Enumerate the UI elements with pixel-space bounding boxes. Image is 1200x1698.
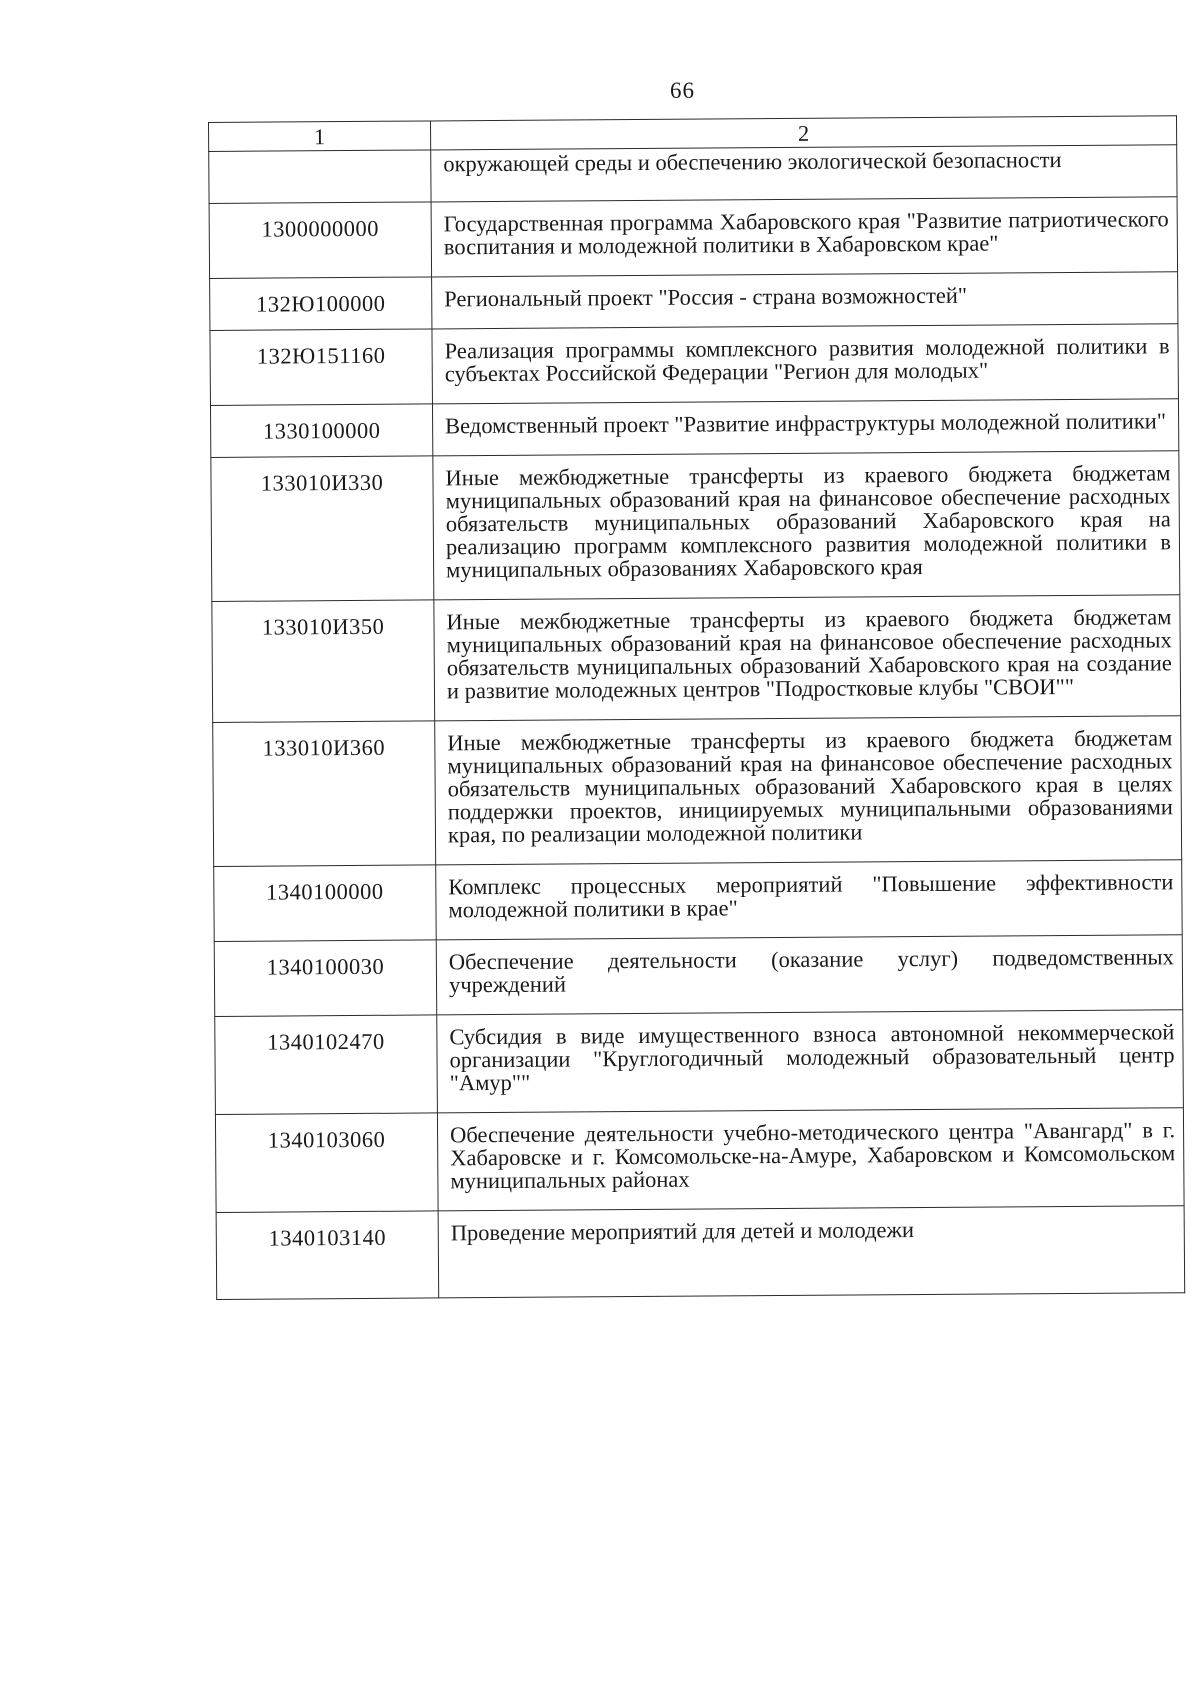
row-code: 133010И350	[212, 600, 435, 723]
row-code: 132Ю100000	[210, 277, 432, 331]
row-description: Проведение мероприятий для детей и молодежи	[438, 1206, 1185, 1298]
page-number: 66	[670, 78, 695, 103]
table-row	[215, 1108, 1184, 1213]
row-code: 1340103060	[215, 1113, 438, 1213]
row-description: Государственная программа Хабаровского края "Развитие патриотического воспитания и молодежной политики в Хабаровском крае"	[431, 197, 1178, 277]
row-code: 1340100030	[214, 940, 437, 1017]
row-description: Иные межбюджетные трансферты из краевого бюджета бюджетам муниципальных образований края на финансовое обеспечение расходных обязательств муниципальных образований Хабаровского края в целях поддержки проектов, инициируемых муниципальными образованиями края, по реализации молодежной политики	[435, 716, 1182, 865]
row-description: Региональный проект "Россия - страна возможностей"	[432, 272, 1178, 329]
row-description: Субсидия в виде имущественного взноса автономной некоммерческой организации "Круглогодичный молодежный образовательный центр "Амур""	[437, 1010, 1184, 1113]
table-row	[213, 716, 1182, 867]
row-description: Иные межбюджетные трансферты из краевого бюджета бюджетам муниципальных образований края на финансовое обеспечение расходных обязательств муниципальных образований Хабаровского края на реализацию программ комплексного развития молодежной политики в муниципальных образованиях Хабаровского края	[433, 451, 1180, 600]
budget-classification-table	[208, 115, 1185, 1300]
row-description: Комплекс процессных мероприятий "Повышение эффективности молодежной политики в крае"	[436, 860, 1183, 940]
row-code: 1330100000	[210, 404, 432, 458]
row-description: окружающей среды и обеспечению экологической безопасности	[431, 145, 1177, 202]
row-code: 133010И360	[213, 721, 436, 867]
table-row	[210, 399, 1178, 458]
row-code: 1300000000	[209, 202, 432, 279]
table-row	[210, 272, 1178, 331]
row-description: Ведомственный проект "Развитие инфраструктуры молодежной политики"	[432, 399, 1178, 456]
table-row	[215, 1010, 1184, 1115]
row-code: 1340103140	[216, 1211, 439, 1300]
table-row	[214, 935, 1183, 1017]
table-row	[216, 1206, 1185, 1300]
column-header-2: 2	[430, 116, 1176, 150]
table-row	[210, 324, 1179, 406]
table-row	[212, 595, 1181, 723]
row-code: 1340100000	[214, 865, 437, 942]
row-description: Иные межбюджетные трансферты из краевого бюджета бюджетам муниципальных образований края на финансовое обеспечение расходных обязательств муниципальных образований Хабаровского края на создание и развитие молодежных центров "Подростковые клубы "СВОИ""	[434, 595, 1181, 721]
row-description: Обеспечение деятельности учебно-методического центра "Авангард" в г. Хабаровске и г. Комсомольске-на-Амуре, Хабаровском и Комсомольском муниципальных районах	[437, 1108, 1184, 1211]
table-row	[209, 145, 1177, 204]
table-row	[209, 197, 1178, 279]
table-row	[214, 860, 1183, 942]
row-description: Обеспечение деятельности (оказание услуг) подведомственных учреждений	[436, 935, 1183, 1015]
row-code: 133010И330	[211, 456, 434, 602]
row-code: 1340102470	[215, 1015, 438, 1115]
row-code	[209, 150, 431, 204]
column-header-1: 1	[209, 121, 431, 152]
row-description: Реализация программы комплексного развития молодежной политики в субъектах Российской Федерации "Регион для молодых"	[432, 324, 1179, 404]
row-code: 132Ю151160	[210, 329, 433, 406]
table-row	[211, 451, 1180, 602]
